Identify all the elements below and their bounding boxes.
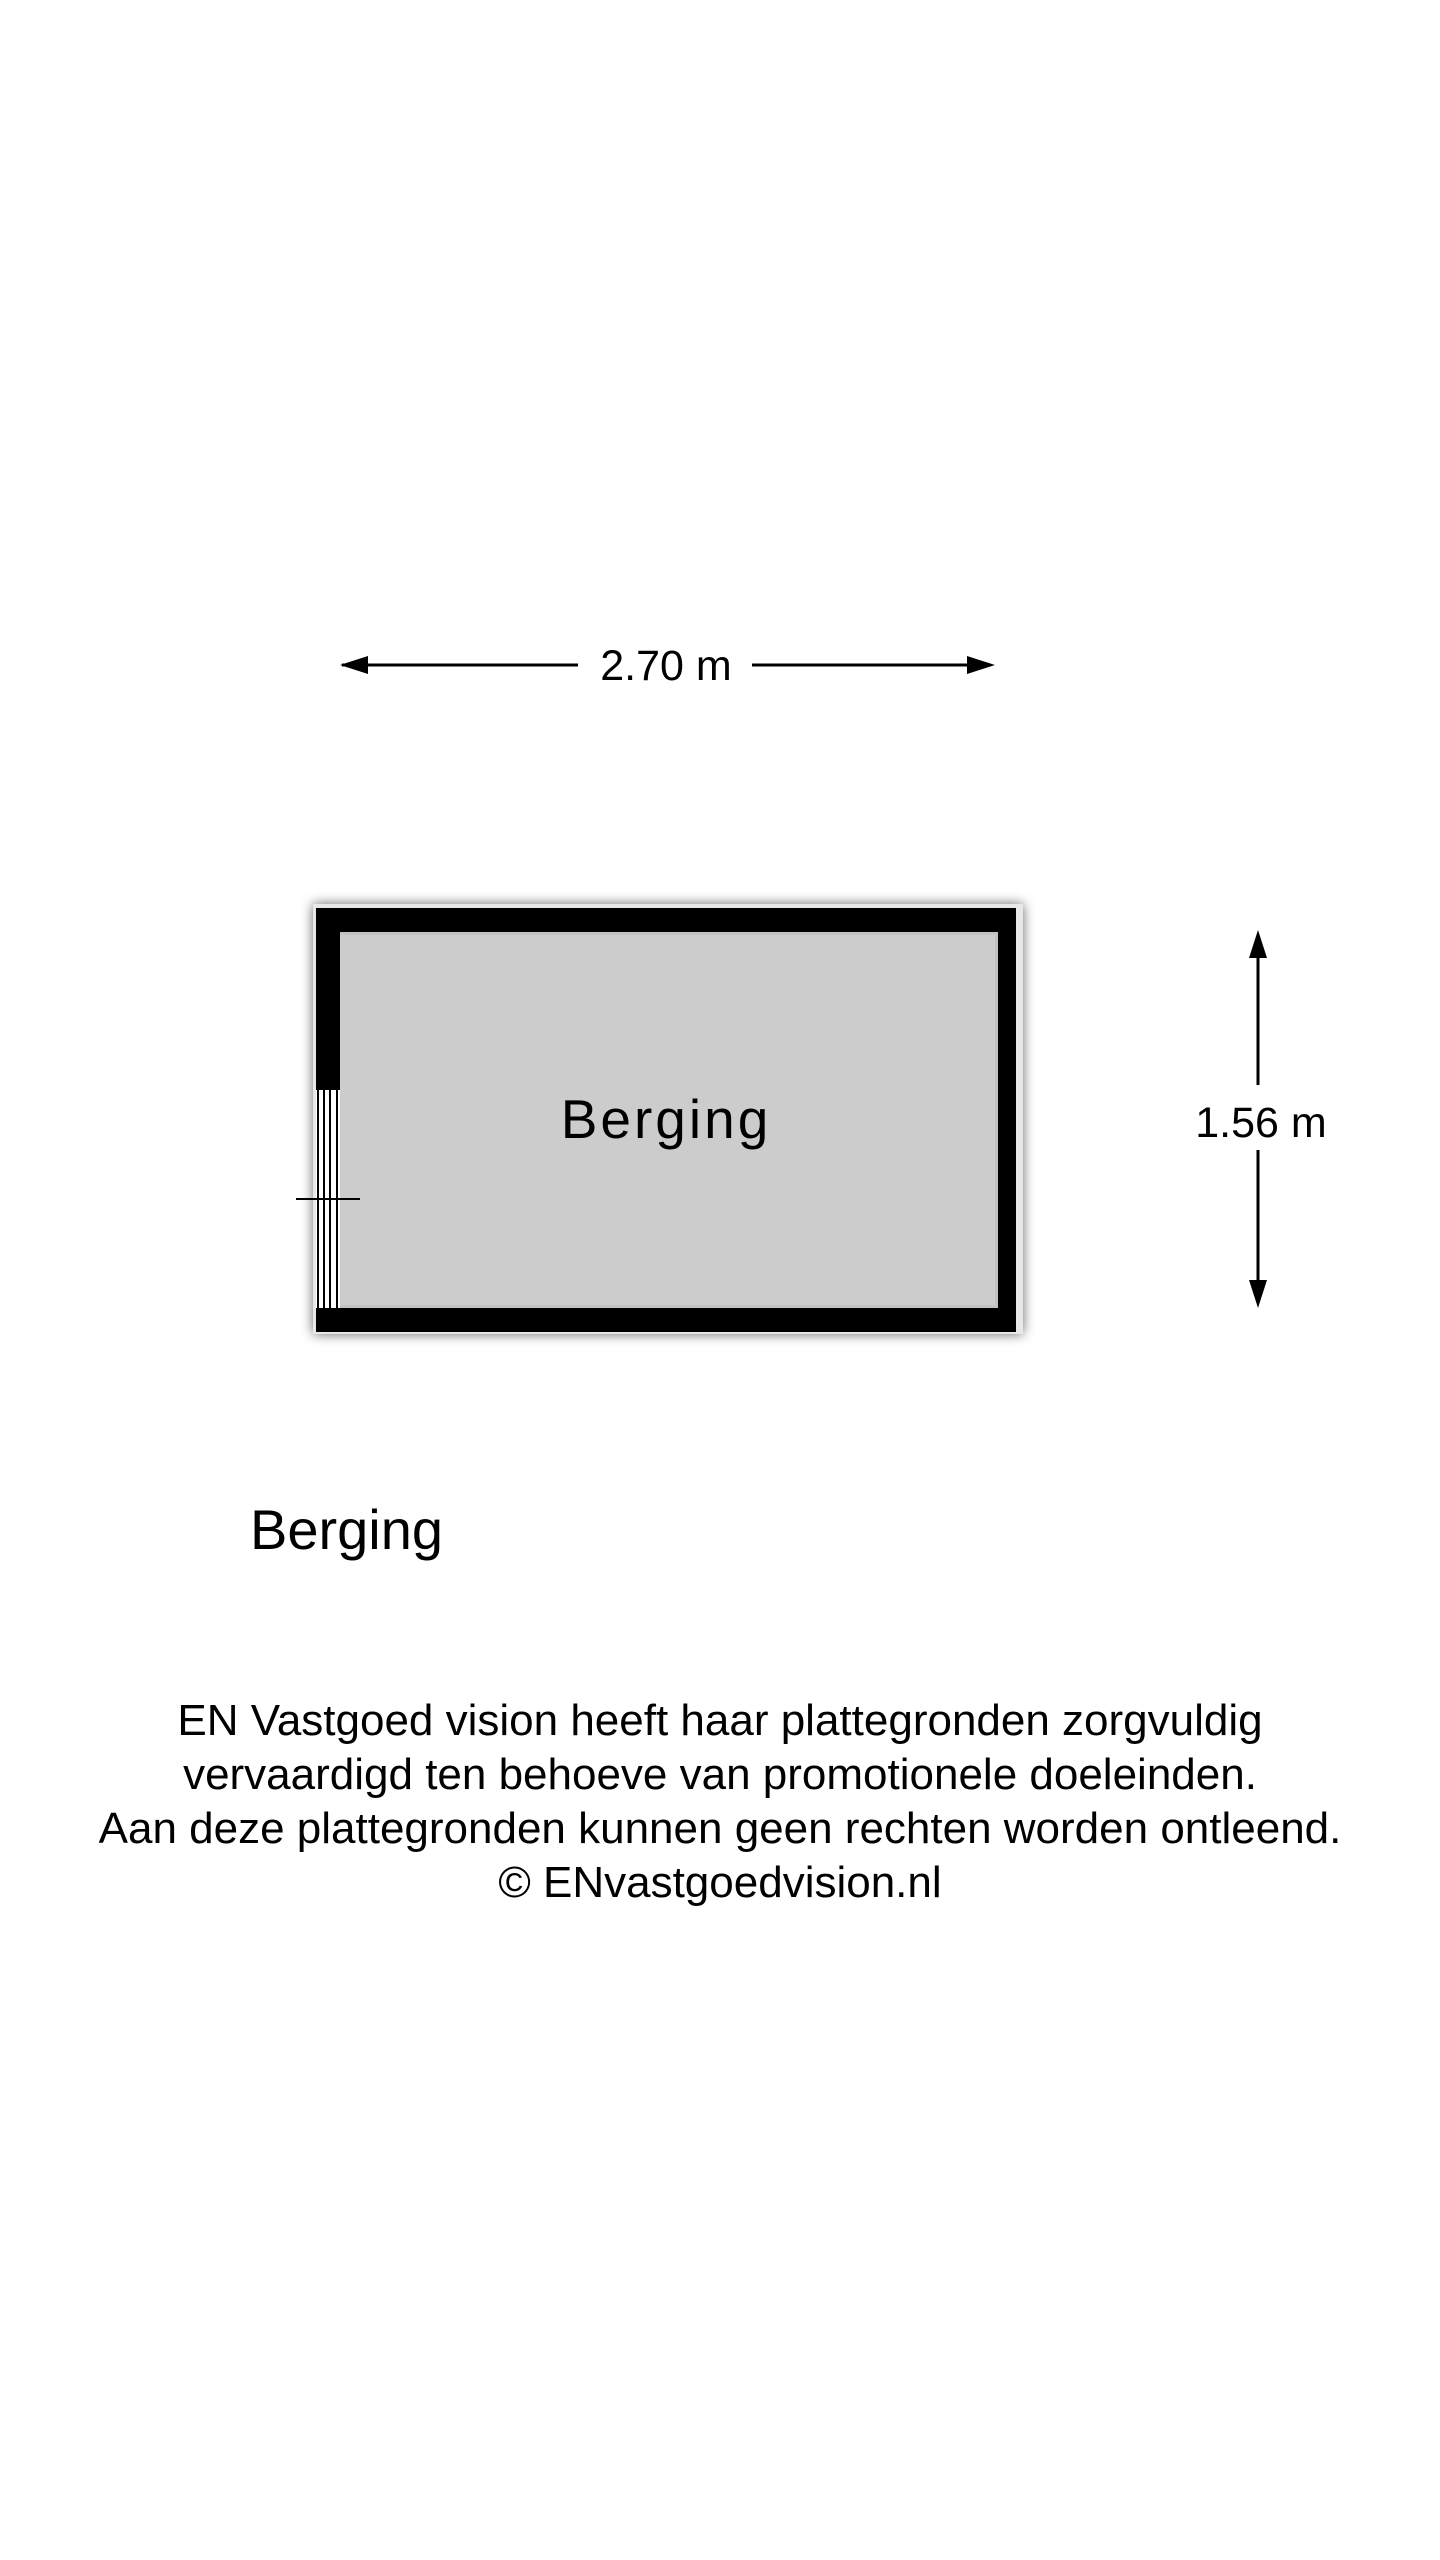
disclaimer-line: Aan deze plattegronden kunnen geen rechten worden ontleend. — [98, 1804, 1342, 1853]
height-arrow-bottom-icon — [1249, 1280, 1267, 1308]
wall-top — [316, 908, 1016, 932]
wall-bottom — [316, 1308, 1016, 1332]
room-label: Berging — [560, 1088, 772, 1150]
height-dimension — [1195, 930, 1326, 1308]
height-dimension-label: 1.56 m — [1195, 1099, 1327, 1147]
wall-right — [998, 908, 1016, 1332]
disclaimer-line: vervaardigd ten behoeve van promotionele doeleinden. — [183, 1750, 1257, 1799]
width-dimension — [340, 642, 995, 690]
wall-left-upper — [316, 908, 340, 1090]
room-berging — [296, 904, 1023, 1334]
floor-title: Berging — [250, 1498, 444, 1561]
width-arrow-left-icon — [340, 656, 368, 674]
height-arrow-top-icon — [1249, 930, 1267, 958]
disclaimer-line: EN Vastgoed vision heeft haar plattegronden zorgvuldig — [177, 1696, 1263, 1745]
width-arrow-right-icon — [967, 656, 995, 674]
copyright-line: © ENvastgoedvision.nl — [498, 1858, 942, 1907]
disclaimer — [0, 1694, 1440, 1910]
width-dimension-label: 2.70 m — [600, 642, 732, 690]
